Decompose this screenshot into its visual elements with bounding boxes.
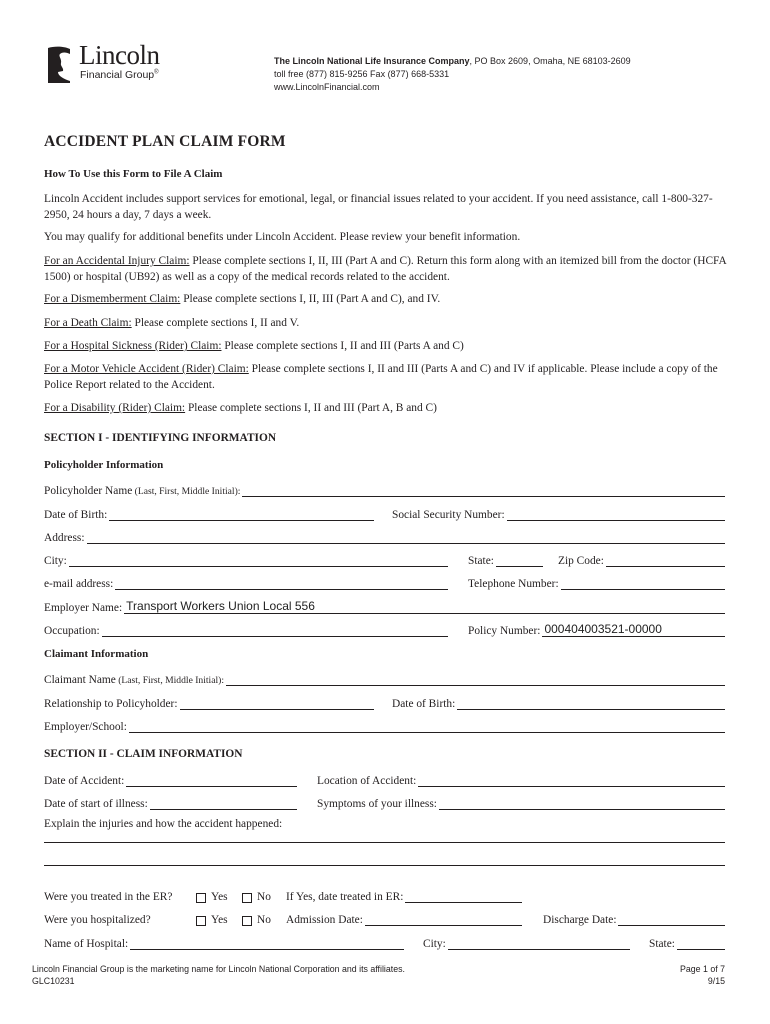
date-of-accident-field[interactable] (126, 775, 297, 787)
company-phone: toll free (877) 815-9256 Fax (877) 668-5331 (274, 69, 450, 79)
howto-paragraph-2: You may qualify for additional benefits under Lincoln Accident. Please review your benefit information. (44, 231, 521, 243)
employer-label: Employer Name: (44, 602, 123, 614)
state-label: State: (468, 555, 494, 567)
zip-label: Zip Code: (558, 555, 604, 567)
hospital-name-label: Name of Hospital: (44, 938, 129, 950)
address-field[interactable] (87, 532, 726, 544)
employer-value: Transport Workers Union Local 556 (126, 599, 315, 613)
hospital-city-field[interactable] (448, 938, 630, 950)
company-name: The Lincoln National Life Insurance Company (274, 56, 470, 66)
state-field[interactable] (496, 555, 543, 567)
occupation-label: Occupation: (44, 625, 100, 637)
form-date: 9/15 (707, 976, 725, 986)
discharge-field[interactable] (618, 914, 725, 926)
instruction-injury: For an Accidental Injury Claim: Please complete sections I, II, III (Part A and C). Return this form along with an itemized bill from the doctor (HCFA 1500) or hospital (UB92) as well as a copy of the medical records related to the accident. (44, 255, 727, 283)
hospitalized-yes-label: Yes (211, 914, 228, 926)
lincoln-logo-icon (44, 46, 74, 84)
claimant-heading: Claimant Information (44, 648, 149, 660)
hospitalized-no-checkbox[interactable] (242, 916, 252, 926)
company-header (274, 55, 631, 94)
admission-field[interactable] (365, 914, 522, 926)
policy-number-field[interactable] (542, 622, 725, 637)
dob-label: Date of Birth: (44, 509, 108, 521)
employer-school-field[interactable] (129, 721, 725, 733)
er-yes-checkbox[interactable] (196, 893, 206, 903)
er-yes-label: Yes (211, 891, 228, 903)
location-field[interactable] (418, 775, 725, 787)
location-label: Location of Accident: (317, 775, 417, 787)
symptoms-label: Symptoms of your illness: (317, 798, 437, 810)
instruction-disability: For a Disability (Rider) Claim: Please complete sections I, II and III (Part A, B and C) (44, 402, 437, 414)
ssn-field[interactable] (507, 509, 725, 521)
instruction-hospital-sickness: For a Hospital Sickness (Rider) Claim: Please complete sections I, II and III (Parts A and C) (44, 340, 464, 352)
relationship-label: Relationship to Policyholder: (44, 698, 178, 710)
instruction-death: For a Death Claim: Please complete sections I, II and V. (44, 317, 300, 329)
er-no-label: No (257, 891, 271, 903)
hospitalized-question: Were you hospitalized? (44, 914, 151, 926)
claimant-name-label: Claimant Name (Last, First, Middle Initial): (44, 674, 224, 686)
claimant-name-field[interactable] (226, 674, 725, 686)
logo-wordmark: Lincoln (79, 40, 160, 70)
claimant-dob-label: Date of Birth: (392, 698, 456, 710)
policyholder-name-field[interactable] (242, 485, 725, 497)
dob-field[interactable] (109, 509, 374, 521)
instruction-motor-vehicle: For a Motor Vehicle Accident (Rider) Claim: Please complete sections I, II and III (Parts A and C) and IV if applicable. Please include a copy of the Police Report related to the Accident. (44, 363, 718, 391)
zip-field[interactable] (606, 555, 725, 567)
footer-left (32, 963, 405, 987)
hospitalized-yes-checkbox[interactable] (196, 916, 206, 926)
policyholder-heading: Policyholder Information (44, 459, 164, 471)
howto-paragraph-1: Lincoln Accident includes support services for emotional, legal, or financial issues related to your accident. If you need assistance, call 1-800-327-2950, 24 hours a day, 7 days a week. (44, 193, 713, 221)
phone-label: Telephone Number: (468, 578, 559, 590)
form-title: ACCIDENT PLAN CLAIM FORM (44, 133, 286, 150)
section-1-heading: SECTION I - IDENTIFYING INFORMATION (44, 432, 277, 444)
explain-line-2[interactable] (44, 865, 725, 866)
logo-subtitle: Financial Group® (80, 69, 159, 81)
hospital-city-label: City: (423, 938, 446, 950)
email-label: e-mail address: (44, 578, 114, 590)
date-of-accident-label: Date of Accident: (44, 775, 125, 787)
company-website: www.LincolnFinancial.com (274, 82, 380, 92)
er-date-label: If Yes, date treated in ER: (286, 891, 404, 903)
relationship-field[interactable] (180, 698, 374, 710)
policy-number-label: Policy Number: (468, 625, 541, 637)
address-label: Address: (44, 532, 85, 544)
explain-line-1[interactable] (44, 842, 725, 843)
explain-label: Explain the injuries and how the accident happened: (44, 818, 283, 830)
er-date-field[interactable] (405, 891, 522, 903)
date-illness-label: Date of start of illness: (44, 798, 148, 810)
er-question: Were you treated in the ER? (44, 891, 173, 903)
phone-field[interactable] (561, 578, 725, 590)
howto-heading: How To Use this Form to File A Claim (44, 168, 223, 180)
admission-label: Admission Date: (286, 914, 363, 926)
email-field[interactable] (115, 578, 448, 590)
occupation-field[interactable] (102, 625, 448, 637)
footer-right (680, 963, 725, 987)
footer-note: Lincoln Financial Group is the marketing name for Lincoln National Corporation and its affiliates. (32, 964, 405, 974)
policy-number-value: 000404003521-00000 (544, 622, 662, 636)
hospital-state-field[interactable] (677, 938, 725, 950)
page-number: Page 1 of 7 (680, 964, 725, 974)
hospital-state-label: State: (649, 938, 675, 950)
er-no-checkbox[interactable] (242, 893, 252, 903)
symptoms-field[interactable] (439, 798, 725, 810)
claimant-dob-field[interactable] (457, 698, 725, 710)
company-address: , PO Box 2609, Omaha, NE 68103-2609 (469, 56, 631, 66)
instruction-dismemberment: For a Dismemberment Claim: Please complete sections I, II, III (Part A and C), and IV. (44, 293, 441, 305)
employer-school-label: Employer/School: (44, 721, 127, 733)
form-code: GLC10231 (32, 976, 75, 986)
policyholder-name-label: Policyholder Name (Last, First, Middle Initial): (44, 485, 241, 497)
discharge-label: Discharge Date: (543, 914, 617, 926)
date-illness-field[interactable] (150, 798, 297, 810)
hospital-name-field[interactable] (130, 938, 404, 950)
hospitalized-no-label: No (257, 914, 271, 926)
city-field[interactable] (69, 555, 448, 567)
section-2-heading: SECTION II - CLAIM INFORMATION (44, 748, 243, 760)
employer-field[interactable] (124, 599, 725, 614)
ssn-label: Social Security Number: (392, 509, 505, 521)
city-label: City: (44, 555, 67, 567)
